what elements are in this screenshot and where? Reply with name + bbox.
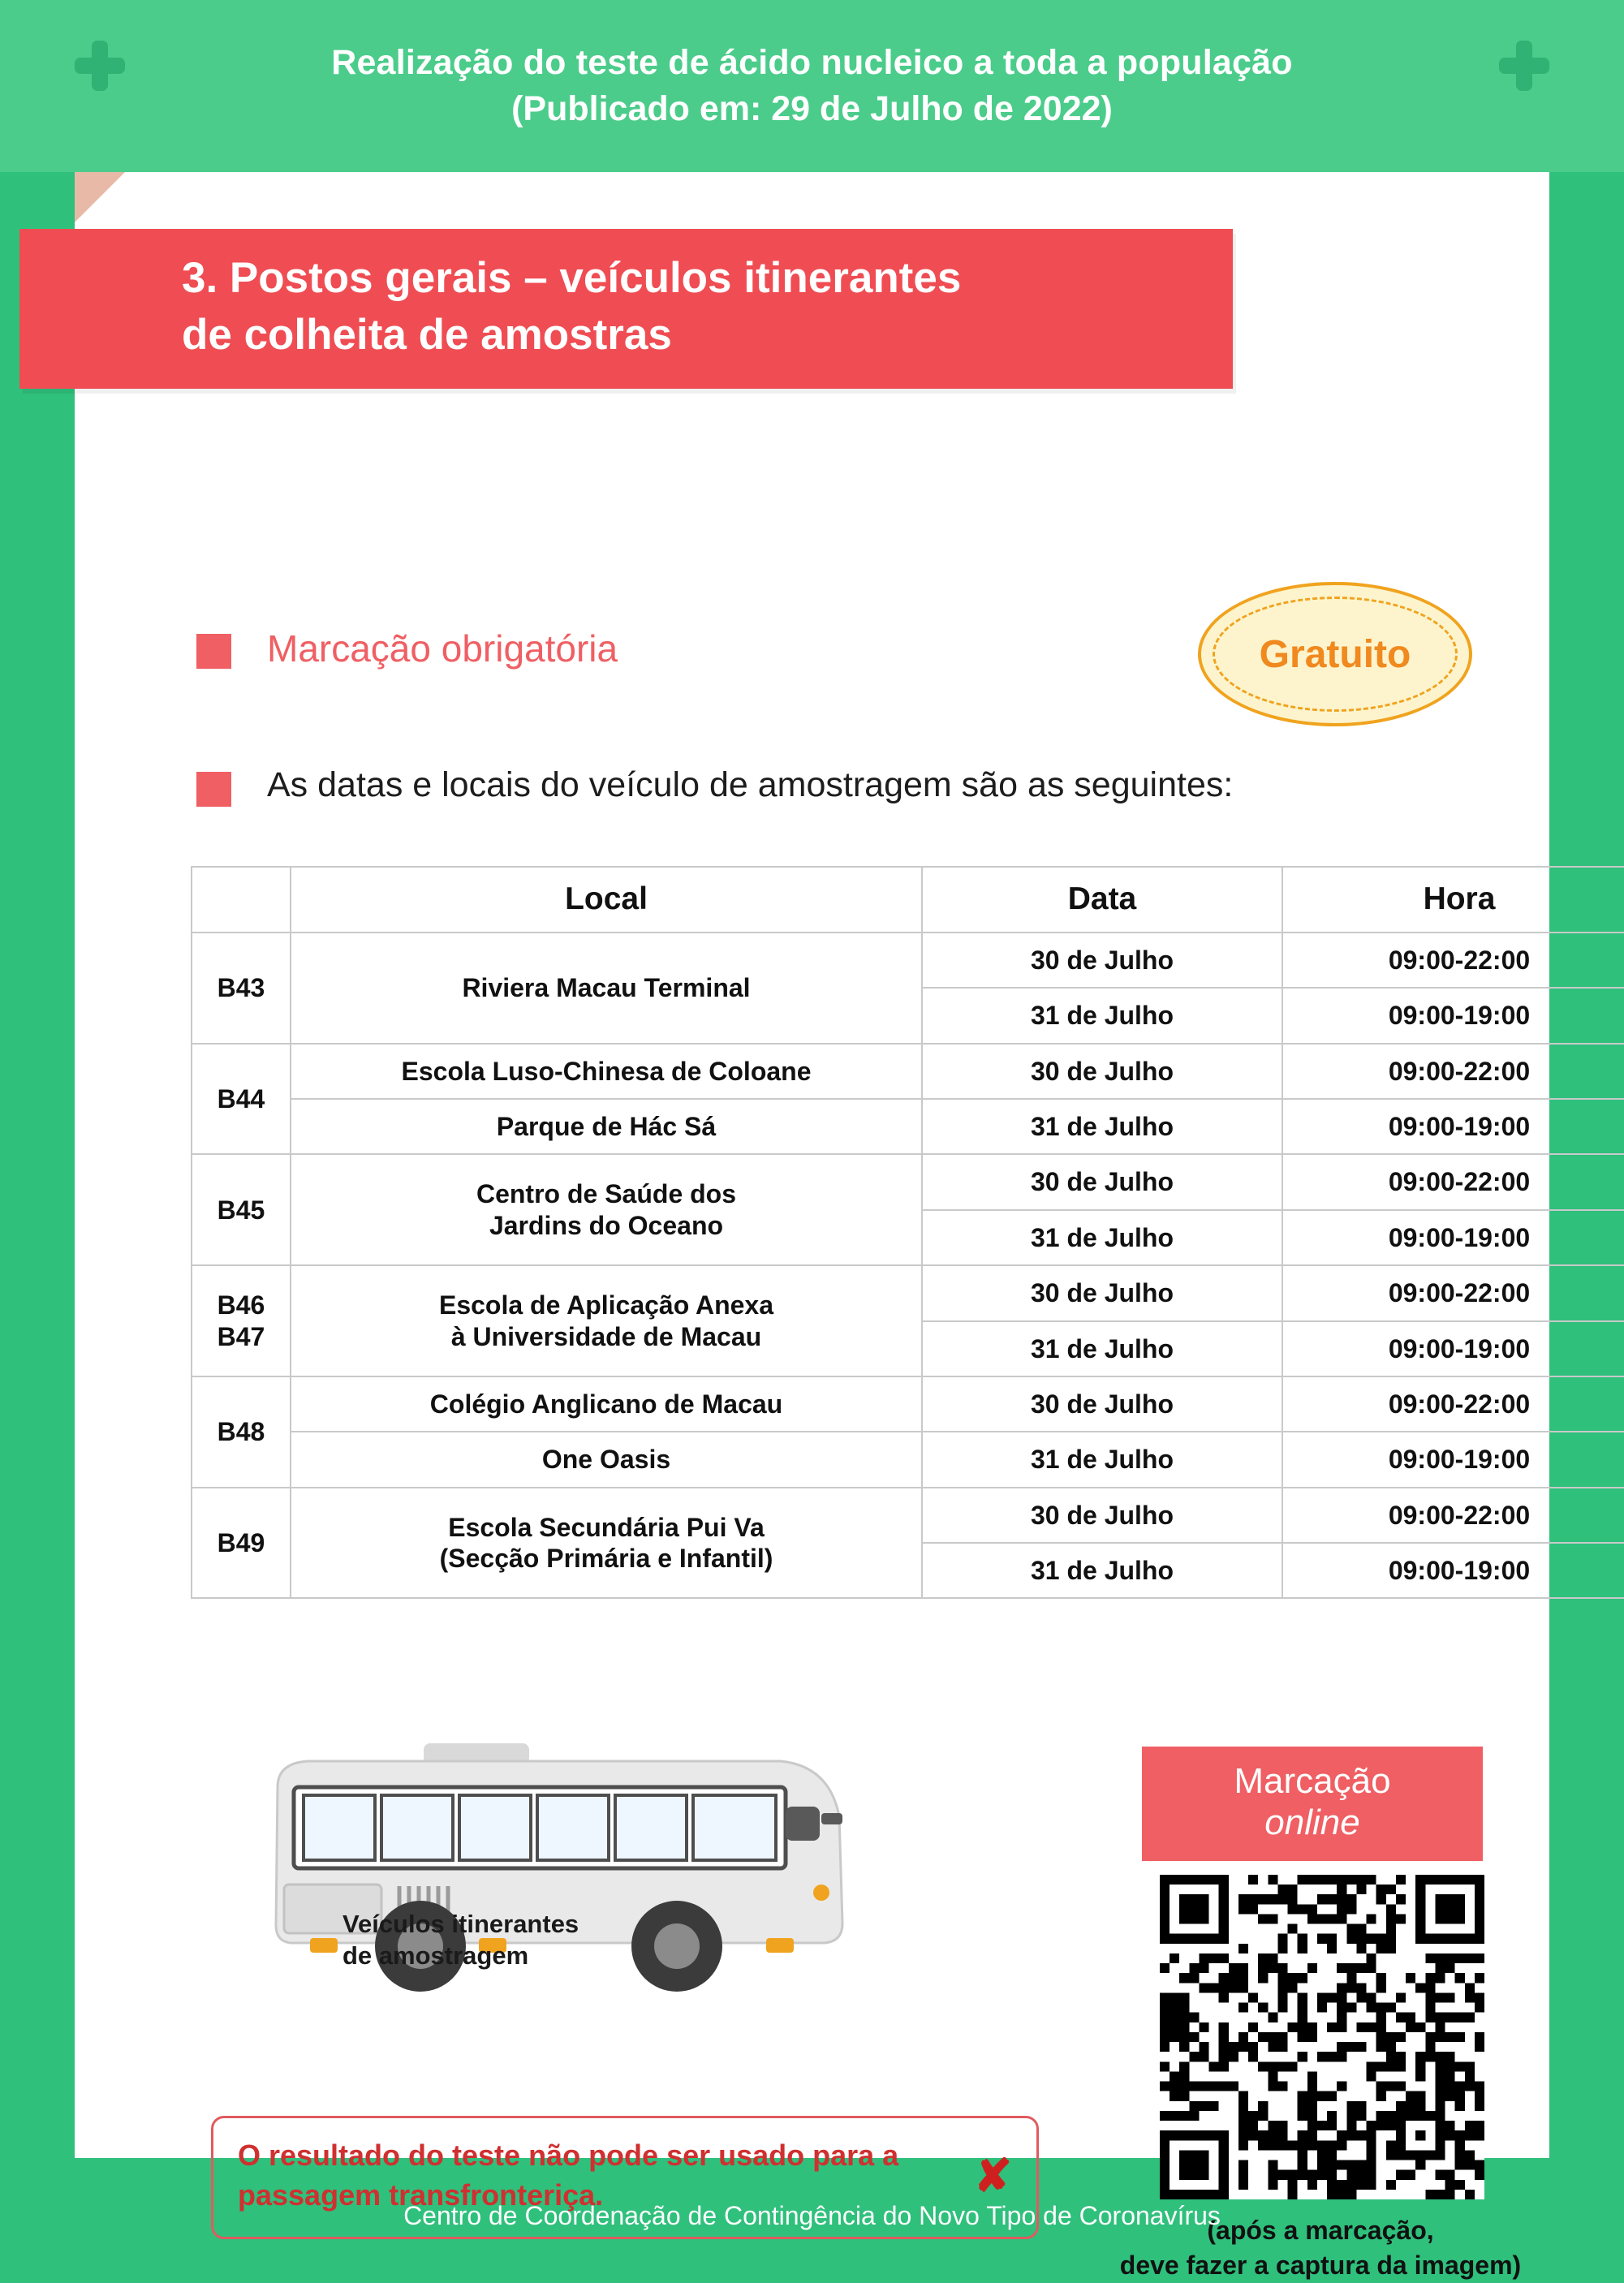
table-cell-hora: 09:00-19:00 <box>1282 1099 1624 1154</box>
section-banner <box>19 229 1233 389</box>
table-cell-code: B45 <box>192 1154 291 1265</box>
table-row <box>192 1099 1624 1154</box>
table-cell-data: 30 de Julho <box>922 1044 1282 1099</box>
bus-label <box>342 1909 579 1972</box>
qr-code[interactable] <box>1160 1875 1484 2199</box>
table-cell-data: 30 de Julho <box>922 933 1282 988</box>
table-row <box>192 1432 1624 1487</box>
table-cell-data: 30 de Julho <box>922 1376 1282 1432</box>
table-cell-code: B48 <box>192 1376 291 1488</box>
bullet-marcacao-label: Marcação obrigatória <box>267 627 618 670</box>
page-subtitle: (Publicado em: 29 de Julho de 2022) <box>511 89 1113 128</box>
table-cell-data: 31 de Julho <box>922 1099 1282 1154</box>
table-cell-hora: 09:00-22:00 <box>1282 1488 1624 1543</box>
table-cell-local: Riviera Macau Terminal <box>291 933 922 1044</box>
table-header-row <box>192 867 1624 933</box>
bus-label-line1: Veículos itinerantes <box>342 1910 579 1938</box>
booking-banner-line2: online <box>1264 1802 1360 1842</box>
section-title-line2: de colheita de amostras <box>182 311 672 360</box>
table-cell-hora: 09:00-22:00 <box>1282 1265 1624 1320</box>
table-cell-data: 31 de Julho <box>922 1321 1282 1376</box>
table-header-blank <box>192 867 291 933</box>
table-cell-local: Colégio Anglicano de Macau <box>291 1376 922 1432</box>
table-cell-hora: 09:00-19:00 <box>1282 1210 1624 1265</box>
bullet-datas-label: As datas e locais do veículo de amostragem são as seguintes: <box>267 765 1234 804</box>
poster-header <box>0 0 1624 172</box>
square-bullet-icon <box>196 634 231 669</box>
table-row <box>192 1265 1624 1320</box>
bullet-marcacao <box>196 627 618 671</box>
table-header-hora: Hora <box>1282 867 1624 933</box>
table-header-data: Data <box>922 867 1282 933</box>
table-body <box>192 933 1624 1599</box>
table-cell-code: B43 <box>192 933 291 1044</box>
table-cell-local: Escola Luso-Chinesa de Coloane <box>291 1044 922 1099</box>
square-bullet-icon <box>196 772 231 807</box>
table-cell-hora: 09:00-19:00 <box>1282 1321 1624 1376</box>
booking-banner <box>1142 1747 1483 1861</box>
table-cell-code: B44 <box>192 1044 291 1155</box>
table-row <box>192 1376 1624 1432</box>
footer-text: Centro de Coordenação de Contingência do Novo Tipo de Coronavírus <box>403 2200 1221 2230</box>
qr-caption-line1: (após a marcação, <box>1207 2216 1434 2245</box>
booking-banner-line1: Marcação <box>1234 1761 1391 1801</box>
schedule-table-wrapper <box>191 866 1531 1599</box>
table-cell-data: 31 de Julho <box>922 1210 1282 1265</box>
qr-caption-line2: deve fazer a captura da imagem) <box>1119 2251 1522 2281</box>
table-cell-hora: 09:00-19:00 <box>1282 988 1624 1043</box>
corner-fold-decoration <box>75 172 125 222</box>
table-row <box>192 1044 1624 1099</box>
page-title: Realização do teste de ácido nucleico a toda a população <box>331 43 1293 83</box>
status-badge <box>1198 582 1472 726</box>
table-cell-hora: 09:00-22:00 <box>1282 933 1624 988</box>
table-cell-local: Escola Secundária Pui Va (Secção Primária e Infantil) <box>291 1488 922 1599</box>
bullet-datas <box>196 765 1233 807</box>
badge-label: Gratuito <box>1259 632 1411 676</box>
table-head <box>192 867 1624 933</box>
table-cell-hora: 09:00-22:00 <box>1282 1154 1624 1209</box>
table-cell-data: 30 de Julho <box>922 1265 1282 1320</box>
schedule-table <box>191 866 1624 1599</box>
table-cell-data: 30 de Julho <box>922 1488 1282 1543</box>
table-cell-local: Parque de Hác Sá <box>291 1099 922 1154</box>
cross-icon <box>1499 41 1549 91</box>
poster-footer <box>0 2158 1624 2273</box>
table-cell-code: B49 <box>192 1488 291 1599</box>
table-cell-hora: 09:00-22:00 <box>1282 1376 1624 1432</box>
cross-icon <box>75 41 125 91</box>
table-cell-local: Centro de Saúde dos Jardins do Oceano <box>291 1154 922 1265</box>
table-cell-local: One Oasis <box>291 1432 922 1487</box>
table-header-local: Local <box>291 867 922 933</box>
warning-text: O resultado do teste não pode ser usado para a passagem transfronteriça. <box>238 2139 899 2212</box>
cross-mark-icon: ✘ <box>974 2149 1012 2201</box>
table-cell-code: B46 B47 <box>192 1265 291 1376</box>
section-title-line1: 3. Postos gerais – veículos itinerantes <box>182 254 962 302</box>
table-cell-hora: 09:00-22:00 <box>1282 1044 1624 1099</box>
table-cell-hora: 09:00-19:00 <box>1282 1432 1624 1487</box>
table-cell-data: 31 de Julho <box>922 988 1282 1043</box>
bus-label-line2: de amostragem <box>342 1941 529 1970</box>
table-cell-hora: 09:00-19:00 <box>1282 1543 1624 1598</box>
table-row <box>192 933 1624 988</box>
table-row <box>192 1488 1624 1543</box>
table-cell-data: 31 de Julho <box>922 1432 1282 1487</box>
table-cell-data: 30 de Julho <box>922 1154 1282 1209</box>
table-cell-local: Escola de Aplicação Anexa à Universidade de Macau <box>291 1265 922 1376</box>
table-row <box>192 1154 1624 1209</box>
table-cell-data: 31 de Julho <box>922 1543 1282 1598</box>
